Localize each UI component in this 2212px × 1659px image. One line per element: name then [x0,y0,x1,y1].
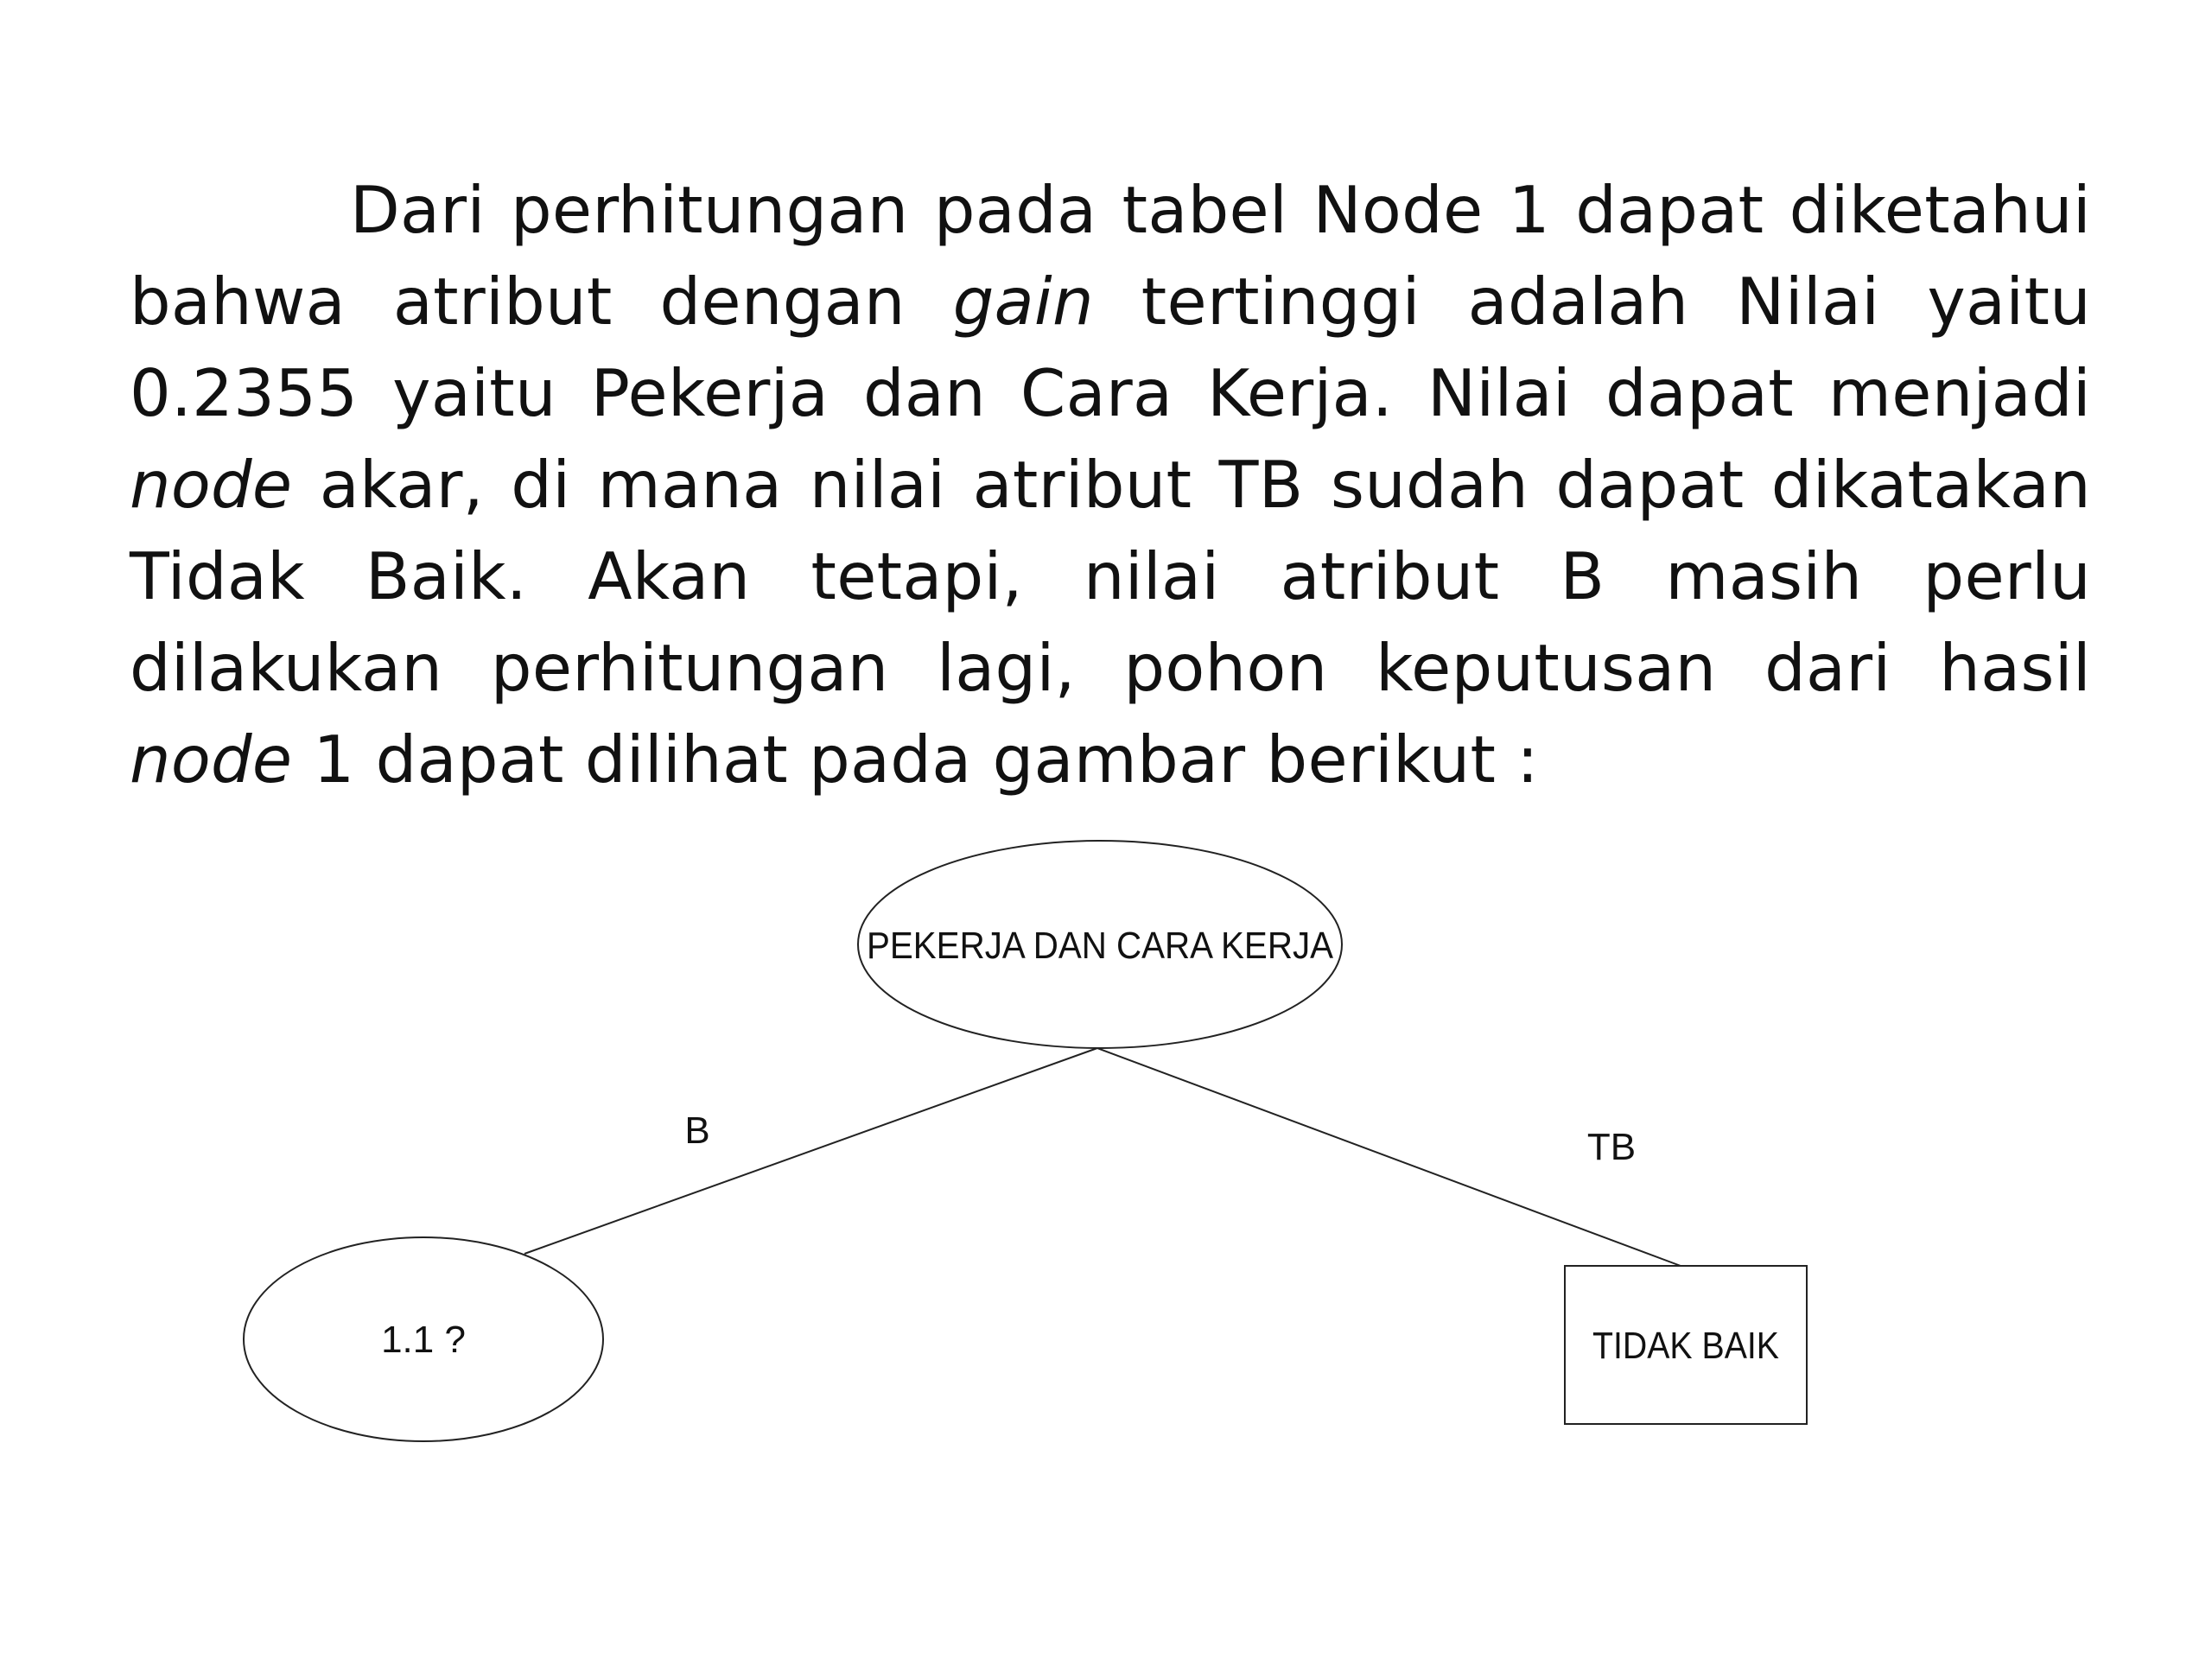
root-node-label: PEKERJA DAN CARA KERJA [867,925,1334,967]
paragraph-em-node-2: node [130,721,293,798]
paragraph-text-2: tertinggi adalah Nilai yaitu 0.2355 yaitu Pekerja dan Cara Kerja. Nilai dapat menjadi [130,264,2091,431]
paragraph-text-4: 1 dapat dilihat pada gambar berikut : [292,721,1539,798]
edge-root-to-left [524,1048,1097,1254]
paragraph-em-gain: gain [952,264,1094,340]
paragraph-em-node: node [130,447,293,523]
paragraph-text-3: akar, di mana nilai atribut TB sudah dapat dikatakan Tidak Baik. Akan tetapi, nilai atribut B masih perlu dilakukan perhitungan lagi, pohon keputusan dari hasil [130,447,2091,706]
right-leaf-label: TIDAK BAIK [1592,1325,1779,1367]
paragraph-text-1: Dari perhitungan pada tabel Node 1 dapat diketahui bahwa atribut dengan [130,172,2091,340]
left-node-label: 1.1 ? [381,1319,466,1361]
left-edge-label: B [684,1109,710,1152]
right-edge-label: TB [1586,1126,1637,1168]
